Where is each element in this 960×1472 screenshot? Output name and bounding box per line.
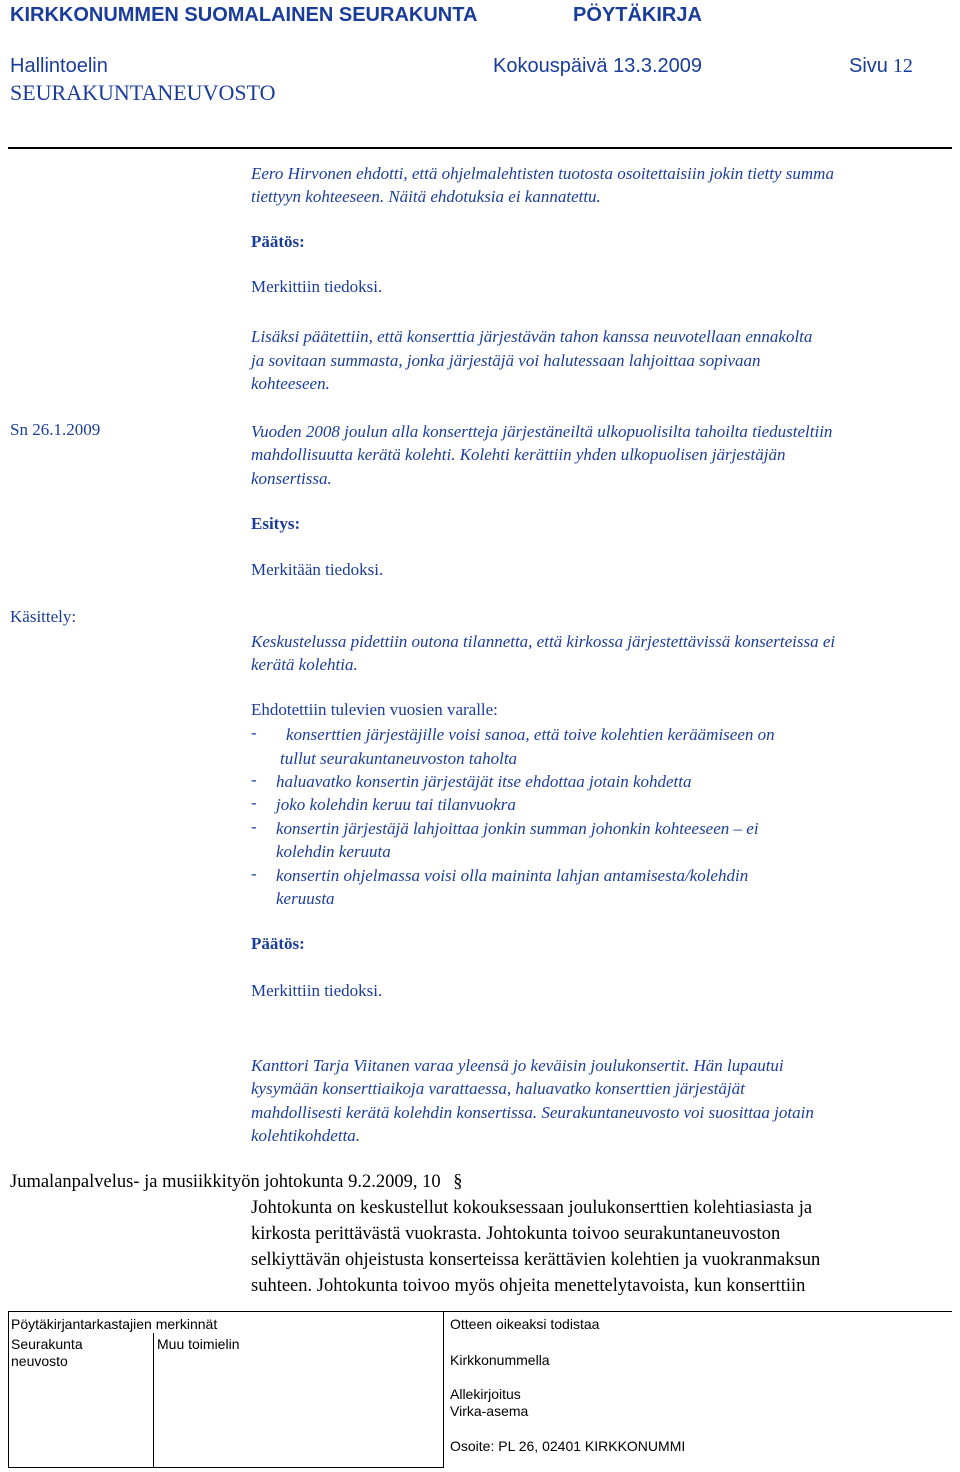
page-number: 12	[892, 55, 913, 77]
decision-label: Päätös:	[251, 934, 305, 953]
committee-line-2: kirkosta perittävästä vuokrasta. Johtokunta toivoo seurakuntaneuvoston	[251, 1224, 781, 1244]
background-line-2	[251, 443, 786, 467]
proposal-label: Esitys:	[251, 514, 301, 533]
bullet-5-line-1: konsertin ohjelmassa voisi olla maininta lahjan antamisesta/kolehdin	[276, 866, 749, 885]
checkers-title: Pöytäkirjantarkastajien merkinnät	[11, 1316, 218, 1332]
document-type: PÖYTÄKIRJA	[573, 4, 702, 26]
proposal-line-1: Eero Hirvonen ehdotti, että ohjelmalehtisten tuotosta osoitettaisiin jokin tietty summa	[251, 164, 834, 183]
congregation-council-label-2: neuvosto	[11, 1353, 68, 1369]
decision-text: Merkittiin tiedoksi.	[251, 981, 383, 1000]
additional-line-1: Lisäksi päätettiin, että konserttia järjestävän tahon kanssa neuvotellaan ennakolta	[251, 327, 813, 346]
signature-label: Allekirjoitus	[450, 1386, 521, 1402]
cantor-line-4: kolehtikohdetta.	[251, 1126, 361, 1145]
committee-heading-text: Jumalanpalvelus- ja musiikkityön johtokunta 9.2.2009, 10	[10, 1172, 441, 1192]
footer-left-border	[8, 1311, 9, 1467]
bullet-4-line-1: konsertin järjestäjä lahjoittaa jonkin summan johonkin kohteeseen – ei	[276, 819, 759, 838]
bullet-dash: -	[251, 793, 257, 812]
organization-name: KIRKKONUMMEN SUOMALAINEN SEURAKUNTA	[10, 4, 478, 26]
decision-label: Päätös:	[251, 232, 305, 251]
decision-text: Merkittiin tiedoksi.	[251, 277, 383, 296]
section-sign: §	[453, 1172, 463, 1192]
bullet-5-line-2: keruusta	[276, 889, 335, 908]
cantor-line-2: kysymään konserttiaikoja varattaessa, haluavatko konserttien järjestäjät	[251, 1079, 745, 1098]
committee-line-1: Johtokunta on keskustellut kokouksessaan joulukonserttien kolehtiasiasta ja	[251, 1198, 813, 1218]
bullet-dash: -	[251, 817, 257, 836]
footer-bottom-border	[8, 1467, 444, 1468]
department-label: Hallintoelin	[10, 55, 108, 77]
background-line-1: Vuoden 2008 joulun alla konsertteja järjestäneiltä ulkopuolisilta tahoilta tiedusteltiin	[251, 422, 833, 441]
bullet-dash: -	[251, 770, 257, 789]
footer-column-divider	[153, 1333, 154, 1467]
meeting-date: Kokouspäivä 13.3.2009	[493, 55, 703, 77]
governing-body-name: SEURAKUNTANEUVOSTO	[10, 80, 276, 105]
bullet-1-line-2: tullut seurakuntaneuvoston taholta	[280, 749, 518, 768]
reference-label: Sn 26.1.2009	[10, 420, 101, 439]
position-label: Virka-asema	[450, 1403, 529, 1419]
bullet-3: joko kolehdin keruu tai tilanvuokra	[276, 795, 516, 814]
bullet-1-line-1: konserttien järjestäjille voisi sanoa, että toive kolehtien keräämiseen on	[286, 725, 775, 744]
suggestions-intro: Ehdotettiin tulevien vuosien varalle:	[251, 700, 498, 719]
discussion-line-1: Keskustelussa pidettiin outona tilannetta, että kirkossa järjestettävissä konserteissa ei	[251, 632, 836, 651]
discussion-line-2: kerätä kolehtia.	[251, 655, 358, 674]
bullet-2: haluavatko konsertin järjestäjät itse ehdottaa jotain kohdetta	[276, 772, 692, 791]
cantor-line-3: mahdollisesti kerätä kolehdin konsertissa. Seurakuntaneuvosto voi suosittaa jotain	[251, 1103, 814, 1122]
background-line-2a: mahdollisuutta kerätä kolehti.	[251, 445, 456, 464]
additional-line-3: kohteeseen.	[251, 374, 330, 393]
footer-top-border	[8, 1311, 952, 1312]
bullet-4-line-2: kolehdin keruuta	[276, 842, 391, 861]
bullet-dash: -	[251, 723, 257, 742]
proposal-text: Merkitään tiedoksi.	[251, 560, 384, 579]
background-line-2b: Kolehti kerättiin yhden ulkopuolisen järjestäjän	[459, 445, 786, 464]
page-indicator	[849, 55, 913, 78]
committee-heading	[10, 1169, 462, 1195]
congregation-council-label-1: Seurakunta	[11, 1336, 83, 1352]
handling-label: Käsittely:	[10, 607, 77, 626]
header-divider	[8, 147, 952, 149]
certified-copy-label: Otteen oikeaksi todistaa	[450, 1316, 600, 1332]
cantor-line-1: Kanttori Tarja Viitanen varaa yleensä jo keväisin joulukonsertit. Hän lupautui	[251, 1056, 784, 1075]
footer-middle-divider	[443, 1311, 444, 1467]
page-label: Sivu	[849, 55, 888, 77]
background-line-3: konsertissa.	[251, 469, 332, 488]
proposal-line-2: tiettyyn kohteeseen. Näitä ehdotuksia ei kannatettu.	[251, 187, 601, 206]
other-body-label: Muu toimielin	[157, 1336, 240, 1352]
place-label: Kirkkonummella	[450, 1352, 550, 1368]
bullet-dash: -	[251, 864, 257, 883]
committee-line-3: selkiyttävän ohjeistusta konserteissa kerättävien kolehtien ja vuokranmaksun	[251, 1250, 821, 1270]
additional-line-2: ja sovitaan summasta, jonka järjestäjä voi halutessaan lahjoittaa sopivaan	[251, 351, 761, 370]
committee-line-4: suhteen. Johtokunta toivoo myös ohjeita menettelytavoista, kun konserttiin	[251, 1276, 806, 1296]
address-label: Osoite: PL 26, 02401 KIRKKONUMMI	[450, 1438, 686, 1454]
